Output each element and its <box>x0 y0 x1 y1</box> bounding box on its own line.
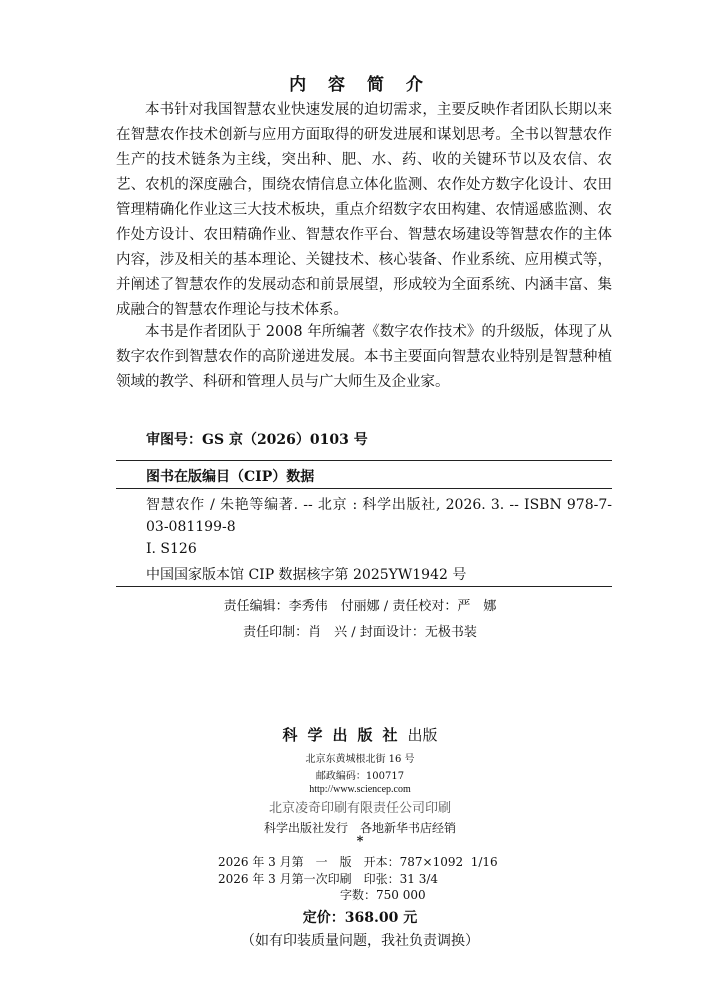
publisher-address: 北京东黄城根北街 16 号 <box>305 754 415 765</box>
production-credits: 责任印制：肖 兴 / 封面设计：无极书装 <box>243 625 477 640</box>
edition-line: 2026 年 3 月第 一 版 开本：787×1092 1/16 <box>218 855 498 869</box>
printer-name: 北京凌奇印刷有限责任公司印刷 <box>268 801 451 816</box>
cip-record: 智慧农作 / 朱艳等编著. -- 北京 : 科学出版社, 2026. 3. -- ISBN 978-7-03-081199-8 <box>146 497 612 535</box>
cip-bottom-rule <box>116 586 612 587</box>
separator-asterisk: * <box>356 834 364 849</box>
publisher-name: 科学出版社 <box>282 726 408 744</box>
postal-code: 邮政编码：100717 <box>315 771 405 782</box>
price: 定价：368.00 元 <box>302 910 418 926</box>
intro-title: 内 容 简 介 <box>289 75 431 95</box>
intro-paragraph-1: 本书针对我国智慧农业快速发展的迫切需求，主要反映作者团队长期以来在智慧农作技术创新与应用方面取得的研发进展和谋划思考。全书以智慧农作生产的技术链条为主线，突出种、肥、水、药、收的关键环节以及农信、农艺、农机的深度融合，围绕农情信息立体化监测、农作处方数字化设计、农田管理精确化作业这三大技术板块，重点介绍数字农田构建、农情遥感监测、农作处方设计、农田精确作业、智慧农作平台、智慧农场建设等智慧农作的主体内容，涉及相关的基本理论、关键技术、核心装备、作业系统、应用模式等，并阐述了智慧农作的发展动态和前景展望，形成较为全面系统、内涵丰富、集成融合的智慧农作理论与技术体系。 <box>116 102 612 318</box>
intro-paragraph-2: 本书是作者团队于 2008 年所编著《数字农作技术》的升级版，体现了从数字农作到智慧农作的高阶递进发展。本书主要面向智慧农业特别是智慧种植领域的教学、科研和管理人员与广大师生及企业家。 <box>116 324 612 390</box>
map-approval-number: 审图号：GS 京（2026）0103 号 <box>146 432 368 448</box>
publisher-line <box>0 724 720 745</box>
cip-verification-number: 中国国家版本馆 CIP 数据核字第 2025YW1942 号 <box>146 567 467 583</box>
cip-heading-rule <box>116 488 612 489</box>
quality-notice: （如有印装质量问题，我社负责调换） <box>241 933 479 949</box>
word-count: 字数：750 000 <box>340 888 426 902</box>
cip-heading: 图书在版编目（CIP）数据 <box>146 469 315 485</box>
publisher-website: http://www.sciencep.com <box>309 784 411 795</box>
cip-classification: Ⅰ. S126 <box>146 541 197 557</box>
cip-top-rule <box>116 460 612 461</box>
publisher-suffix: 出版 <box>407 726 438 744</box>
printing-line: 2026 年 3 月第一次印刷 印张：31 3/4 <box>218 872 439 886</box>
distribution-line: 科学出版社发行 各地新华书店经销 <box>263 821 456 835</box>
editor-credits: 责任编辑：李秀伟 付丽娜 / 责任校对：严 娜 <box>223 599 497 614</box>
